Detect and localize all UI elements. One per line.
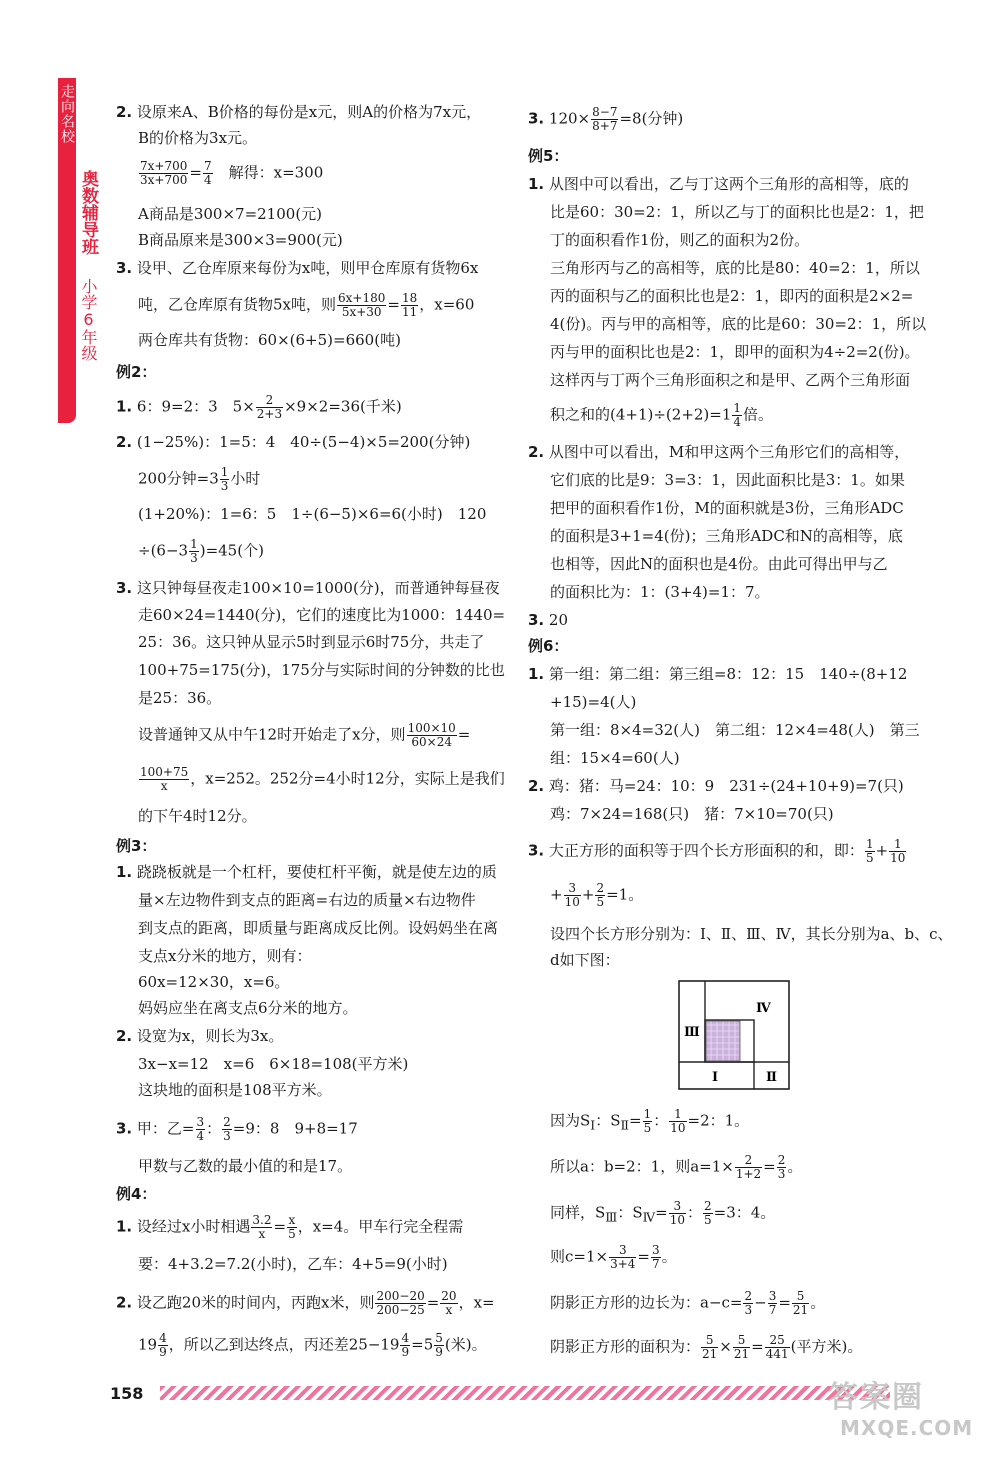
answer-line: 把甲的面积看作1份，M的面积就是3份，三角形ADC — [550, 499, 904, 517]
answer-line: 丙的面积与乙的面积比也是2：1，即丙的面积是2×2= — [550, 287, 914, 305]
decorative-stripe — [160, 1386, 890, 1400]
section-heading: 例2： — [116, 363, 157, 381]
answer-line: 2. 从图中可以看出，M和甲这两个三角形它们的高相等， — [528, 443, 910, 461]
answer-line: d如下图： — [550, 951, 620, 969]
section-heading: 例4： — [116, 1185, 157, 1203]
answer-line: 甲数与乙数的最小值的和是17。 — [138, 1157, 353, 1175]
answer-line: 3. 甲：乙= $\frac{3}{4}$ ： $\frac{2}{3}$ =9：8 9+8=17 — [116, 1115, 358, 1143]
answer-line: 则c=1× $\frac{3}{3+4}$ = $\frac{3}{7}$ 。 — [550, 1243, 677, 1271]
answer-line: 100+75=175(分)，175分与实际时间的分钟数的比也 — [138, 661, 505, 679]
answer-line: 这样丙与丁两个三角形面积之和是甲、乙两个三角形面 — [550, 371, 911, 389]
page-number: 158 — [110, 1384, 144, 1403]
answer-line: +15)=4(人) — [550, 693, 637, 711]
label-ii: Ⅱ — [766, 1070, 777, 1085]
answer-line: 2. 设原来A、B价格的每份是x元，则A的价格为7x元， — [116, 103, 482, 121]
answer-line: 3. 大正方形的面积等于四个长方形面积的和，即： $\frac{1}{5}$ + $\frac{1}{10}$ — [528, 837, 906, 865]
answer-line: 这块地的面积是108平方米。 — [138, 1081, 332, 1099]
answer-line: 因为$S_Ⅰ$：$S_Ⅱ=$ $\frac{1}{5}$ ： $\frac{1}{10}$ =2：1。 — [550, 1107, 750, 1135]
answer-line: ÷(6−3 $\frac{1}{3}$ )=45(个) — [138, 537, 264, 565]
grade-label: 小学6年级 — [79, 278, 98, 361]
answer-line: 第一组：8×4=32(人) 第二组：12×4=48(人) 第三 — [550, 721, 920, 739]
answer-line: 到支点的距离，即质量与距离成反比例。设妈妈坐在离 — [138, 919, 499, 937]
answer-line: 60x=12×30，x=6。 — [138, 973, 290, 991]
watermark-bottom: MXQE.COM — [840, 1416, 974, 1440]
answer-line: 也相等，因此N的面积也是4份。由此可得出甲与乙 — [550, 555, 888, 573]
answer-line: 组：15×4=60(人) — [550, 749, 680, 767]
answer-line: 积之和的(4+1)÷(2+2)=1 $\frac{1}{4}$ 倍。 — [550, 401, 774, 429]
answer-line: 的面积比为：1：(3+4)=1：7。 — [550, 583, 770, 601]
answer-line: B的价格为3x元。 — [138, 129, 258, 147]
answer-line: 1. 从图中可以看出，乙与丁这两个三角形的高相等，底的 — [528, 175, 909, 193]
answer-line: 比是60：30=2：1，所以乙与丁的面积比也是2：1，把 — [550, 203, 924, 221]
answer-line: 要：4+3.2=7.2(小时)，乙车：4+5=9(小时) — [138, 1255, 448, 1273]
answer-line: 1. 设经过x小时相遇 $\frac{3.2}{x}$ = $\frac{x}{5}$ ，x=4。甲车行完全程需 — [116, 1213, 464, 1241]
answer-line: 是25：36。 — [138, 689, 222, 707]
answer-line: (1+20%)：1=6：5 1÷(6−5)×6=6(小时) 120 — [138, 505, 487, 523]
watermark-top: 答案圈 — [828, 1380, 924, 1415]
answer-line: 丁的面积看作1份，则乙的面积为2份。 — [550, 231, 810, 249]
answer-line: 3. 设甲、乙仓库原来每份为x吨，则甲仓库原有货物6x — [116, 259, 479, 277]
shaded-square — [706, 1021, 740, 1061]
answer-line: 三角形丙与乙的高相等，底的比是80：40=2：1，所以 — [550, 259, 920, 277]
answer-line: B商品原来是300×3=900(元) — [138, 231, 343, 249]
answer-line: 4(份)。丙与甲的高相等，底的比是60：30=2：1，所以 — [550, 315, 927, 333]
answer-line: 2. (1−25%)：1=5：4 40÷(5−4)×5=200(分钟) — [116, 433, 471, 451]
answer-line: 吨，乙仓库原有货物5x吨，则 $\frac{6x+180}{5x+30}$ = $\frac{18}{11}$ ，x=60 — [138, 291, 475, 319]
answer-line: 1. 第一组：第二组：第三组=8：12：15 140÷(8+12 — [528, 665, 908, 683]
answer-line: 3. 这只钟每昼夜走100×10=1000(分)，而普通钟每昼夜 — [116, 579, 500, 597]
section-heading: 例6： — [528, 637, 569, 655]
series-label: 奥数辅导班 — [78, 170, 98, 255]
answer-line: 支点x分米的地方，则有： — [138, 947, 312, 965]
answer-line: A商品是300×7=2100(元) — [138, 205, 323, 223]
answer-line: 丙与甲的面积比也是2：1，即甲的面积为4÷2=2(份)。 — [550, 343, 920, 361]
answer-line: $\frac{7x+700}{3x+700}$ = $\frac{7}{4}$ 解得：x=300 — [140, 159, 324, 187]
answer-line: 200分钟=3 $\frac{1}{3}$ 小时 — [138, 465, 261, 493]
answer-line: 25：36。这只钟从显示5时到显示6时75分，共走了 — [138, 633, 485, 651]
answer-line: 所以a：b=2：1，则a=1× $\frac{2}{1+2}$ = $\frac{2}{3}$ 。 — [550, 1153, 803, 1181]
answer-line: 1. 跷跷板就是一个杠杆，要使杠杆平衡，就是使左边的质 — [116, 863, 497, 881]
brand-label: 走向名校 — [59, 84, 75, 144]
answer-line: + $\frac{3}{10}$ + $\frac{2}{5}$ =1。 — [550, 881, 644, 909]
answer-line: $\frac{100+75}{x}$ ，x=252。252分=4小时12分，实际上是我们 — [140, 765, 505, 793]
answer-line: 2. 鸡：猪：马=24：10：9 231÷(24+10+9)=7(只) — [528, 777, 904, 795]
label-iv: Ⅳ — [756, 1001, 771, 1016]
answer-line: 同样，$S_Ⅲ$：$S_Ⅳ=$ $\frac{3}{10}$ ： $\frac{2}{5}$ =3：4。 — [550, 1199, 776, 1227]
watermark — [828, 1372, 973, 1440]
label-iii: Ⅲ — [684, 1025, 700, 1040]
answer-line: 走60×24=1440(分)，它们的速度比为1000：1440= — [138, 606, 506, 624]
answer-line: 量×左边物件到支点的距离=右边的质量×右边物件 — [138, 891, 476, 909]
label-i: Ⅰ — [712, 1070, 719, 1085]
answer-line: 的下午4时12分。 — [138, 807, 257, 825]
answer-line: 鸡：7×24=168(只) 猪：7×10=70(只) — [550, 805, 834, 823]
answer-line: 它们底的比是9：3=3：1，因此面积比是3：1。如果 — [550, 471, 905, 489]
answer-line: 3. 120× $\frac{8-7}{8+7}$ =8(分钟) — [528, 105, 684, 133]
answer-line: 设四个长方形分别为：Ⅰ、Ⅱ、Ⅲ、Ⅳ，其长分别为a、b、c、 — [550, 925, 953, 943]
squares-diagram — [678, 980, 790, 1090]
answer-line: 设普通钟又从中午12时开始走了x分，则 $\frac{100\times 10}{60\times 24}$ = — [138, 721, 471, 749]
side-tab — [58, 78, 76, 423]
answer-line: 19 $\frac{4}{9}$ ，所以乙到达终点，丙还差25−19 $\frac{4}{9}$ =5 $\frac{5}{9}$ (米)。 — [138, 1331, 487, 1359]
section-heading: 例3： — [116, 837, 157, 855]
answer-line: 两仓库共有货物：60×(6+5)=660(吨) — [138, 331, 401, 349]
answer-line: 妈妈应坐在离支点6分米的地方。 — [138, 999, 358, 1017]
answer-line: 阴影正方形的边长为：a−c= $\frac{2}{3}$ − $\frac{3}{7}$ = $\frac{5}{21}$ 。 — [550, 1289, 826, 1317]
answer-line: 1. 6：9=2：3 5× $\frac{2}{2+3}$ ×9×2=36(千米) — [116, 393, 402, 421]
answer-line: 2. 设宽为x，则长为3x。 — [116, 1027, 284, 1045]
answer-line: 3. 20 — [528, 611, 569, 629]
answer-line: 2. 设乙跑20米的时间内，丙跑x米，则 $\frac{200-20}{200-25}$ = $\frac{20}{x}$ ，x= — [116, 1289, 495, 1317]
answer-line: 的面积是3+1=4(份)；三角形ADC和N的高相等，底 — [550, 527, 903, 545]
section-heading: 例5： — [528, 147, 569, 165]
answer-line: 3x−x=12 x=6 6×18=108(平方米) — [138, 1055, 409, 1073]
answer-line: 阴影正方形的面积为： $\frac{5}{21}$ × $\frac{5}{21}$ = $\frac{25}{441}$ (平方米)。 — [550, 1333, 863, 1361]
side-box — [76, 170, 100, 380]
